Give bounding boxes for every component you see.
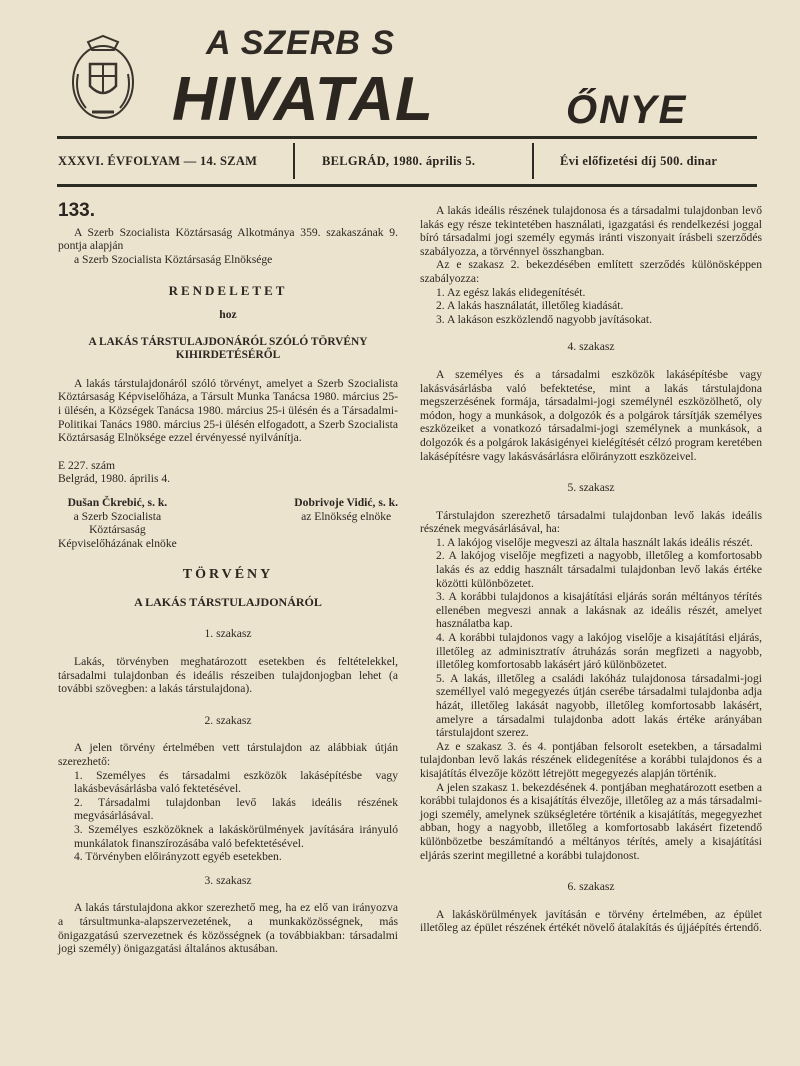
header-divider (293, 143, 295, 179)
list-item: 2. A lakás használatát, illetőleg kiadását. (436, 299, 624, 313)
signatory-name: Dobrivoje Vidić, s. k. (294, 495, 398, 509)
section-list (58, 769, 398, 864)
signatory-title: a Szerb Szocialista (73, 509, 162, 523)
list-item: 3. Személyes eszközöknek a lakáskörülmények javítására irányuló munkálatok finanszírozásába való befektetésével. (74, 823, 398, 850)
section-number: 3. szakasz (204, 873, 252, 887)
section-list (420, 536, 762, 740)
section-text: A lakáskörülmények javításán e törvény értelmében, az épület illetőleg az épület részének értékét növelő átalakítás és újjáépítés értendő. (420, 907, 762, 935)
section-text: A személyes és a társadalmi eszközök lakásépítésbe vagy lakásvásárlásba való befektetése, mint a lakás társtulajdona megszerzésének formája, társadalmi-jogi személynél eszközölhető, oly módon, hogy a munkások, a dolgozók és a polgárok társítják személyes eszközeiket a vonatkozó társadalmi-jogi személynek a munkások, a dolgozók és a polgárok lakásigényei kielégítését célzó program keretében lakásépítésre vagy lakásvásárlásra előirányzott eszközeivel. (420, 367, 762, 463)
section-number: 1. szakasz (204, 627, 252, 641)
decree-number: 133. (58, 200, 95, 221)
list-item: 4. A korábbi tulajdonos vagy a lakójog viselője a kisajátítási eljárás, illetőleg az adminisztratív átruházás során megfizeti a nagyobb, illetőleg komfortosabb lakásért járó különbözetet. (436, 631, 762, 672)
decree-text: A lakás társtulajdonáról szóló törvényt, amelyet a Szerb Szocialista Köztársaság Képviselőháza, a Társult Munka Tanácsa 1980. március 25-i ülésén, a Községek Tanácsa 1980. március 25-i ülésén és a Társadalmi-Politikai Tanács 1980. március 25-i ülésén elfogadott, a Szerb Szocialista Köztársaság Elnöksége ezzel érvényessé nyilvánítja. (58, 376, 398, 445)
masthead-line-1: A SZERB S (206, 24, 396, 62)
list-item: 1. Az egész lakás elidegenítését. (436, 285, 586, 299)
list-item: 4. Törvényben előirányzott egyéb esetekben. (74, 850, 282, 864)
section-list (420, 286, 762, 327)
section-number: 2. szakasz (204, 713, 252, 727)
section-text: Társtulajdon szerezhető társadalmi tulajdonban levő lakás ideális részének megvásárlásával, ha: (420, 508, 762, 536)
signatory-name: Dušan Čkrebić, s. k. (67, 495, 168, 509)
issue-date: BELGRÁD, 1980. április 5. (322, 154, 476, 168)
header-rule-bottom (57, 184, 757, 187)
section-text: A lakás társtulajdona akkor szerezhető meg, ha ez elő van irányozva a társultmunka-alapszervezetének, a munkaközösségnek, más önigazgatású szervezetnek és közösségnek (a továbbiakban: társadalmi jogi személy) önigazgatási általános aktusában. (58, 901, 398, 956)
reference-number: E 227. szám (58, 458, 115, 472)
section-number: 6. szakasz (567, 880, 615, 894)
section-heading: RENDELETET (168, 283, 288, 299)
volume-info: XXXVI. ÉVFOLYAM — 14. SZAM (58, 154, 258, 168)
intro-text: A Szerb Szocialista Köztársaság Alkotmánya 359. szakaszának 9. pontja alapján (58, 225, 398, 253)
section-text: A lakás ideális részének tulajdonosa és a társadalmi tulajdonban levő lakás egy része tekintetében használati, igazgatási és rendelkezési joggal bíró társadalmi jogi személy egymás iránti viszonyait írásbeli szerződés szabályozza, a törvénnyel összhangban. (420, 204, 762, 258)
section-text: Az e szakasz 2. bekezdésében említett szerződés különösképpen szabályozza: (420, 258, 762, 285)
left-column (58, 200, 398, 956)
list-item: 5. A lakás, illetőleg a családi lakóház tulajdonosa társadalmi-jogi személlyel való megegyezés útján cserébe társadalmi tulajdonba adja házát, illetőleg lakását nagyobb, illetőleg komfortosabb lakásért, amelyre a társadalmi tulajdonba adott lakás értéke arányában társtulajdont szerez. (436, 671, 762, 740)
section-text: A jelen törvény értelmében vett társtulajdon az alábbiak útján szerezhető: (58, 741, 398, 769)
section-text: Az e szakasz 3. és 4. pontjában felsorolt esetekben, a társadalmi tulajdonban levő lakás részének elidegenítése a korábbi tulajdonos és a kisajátítás élvezője között létrejött megegyezés alapján történik. (420, 739, 762, 780)
law-title: A LAKÁS TÁRSTULAJDONÁRÓL (134, 594, 322, 609)
signatory-title: Képviselőházának elnöke (58, 536, 177, 550)
signatory-title: Köztársaság (89, 523, 146, 537)
intro-text: a Szerb Szocialista Köztársaság Elnöksége (74, 252, 273, 266)
section-text: Lakás, törvényben meghatározott esetekben és feltételekkel, társadalmi tulajdonban és ideális részeiben tulajdonjogban lehet (a további szövegben: a lakás társtulajdona). (58, 655, 398, 696)
law-heading: TÖRVÉNY (182, 567, 274, 583)
section-text: A jelen szakasz 1. bekezdésének 4. pontjában meghatározott esetben a korábbi tulajdonos és a kisajátítás élvezője, illetőleg az a más társadalmi-jogi személy, amelynek szükségletére történik a kisajátítás, megegyezhet abban, hogy a nagyobb, illetőleg a komfortosabb lakásért fizetendő különbözetbe beszámítandó a méltányos térítés, amely a kisajátítási eljárás szerint megilletné a korábbi tulajdonost. (420, 780, 762, 862)
signatures (58, 496, 398, 550)
list-item: 1. A lakójog viselője megveszi az általa használt lakás ideális részét. (436, 535, 753, 549)
signatory-title: az Elnökség elnöke (301, 509, 392, 523)
decree-title: A LAKÁS TÁRSTULAJDONÁRÓL SZÓLÓ TÖRVÉNY KIHIRDETÉSÉRŐL (88, 335, 368, 362)
signature-block-1 (58, 496, 177, 550)
section-heading: hoz (219, 307, 237, 321)
list-item: 3. A lakáson eszközlendő nagyobb javításokat. (436, 312, 653, 326)
list-item: 1. Személyes és társadalmi eszközök lakásépítésbe vagy lakásbevásárlásba való fektetésével. (74, 768, 398, 796)
subscription-price: Évi előfizetési díj 500. dinar (560, 154, 718, 168)
list-item: 3. A korábbi tulajdonos a kisajátítási eljárás során méltányos térítés ellenében megveszi annak a lakásnak az ideális részét, amelyet használatba kap. (436, 590, 762, 631)
list-item: 2. Társadalmi tulajdonban levő lakás ideális részének megvásárlásával. (74, 795, 398, 823)
place-date: Belgrád, 1980. április 4. (58, 472, 171, 486)
list-item: 2. A lakójog viselője megfizeti a nagyobb, illetőleg a komfortosabb lakás és az eddig használt társadalmi tulajdonban levő lakás értéke közötti különbözetet. (436, 549, 762, 590)
masthead-line-2: HIVATAL (172, 65, 434, 134)
right-column (420, 204, 762, 935)
signature-block-2 (294, 496, 398, 550)
masthead-line-3: ŐNYE (566, 88, 688, 132)
coat-of-arms-icon (68, 34, 138, 124)
section-number: 4. szakasz (567, 340, 615, 354)
header-divider (532, 143, 534, 179)
header-rule-top (57, 136, 757, 139)
section-number: 5. szakasz (567, 481, 615, 495)
